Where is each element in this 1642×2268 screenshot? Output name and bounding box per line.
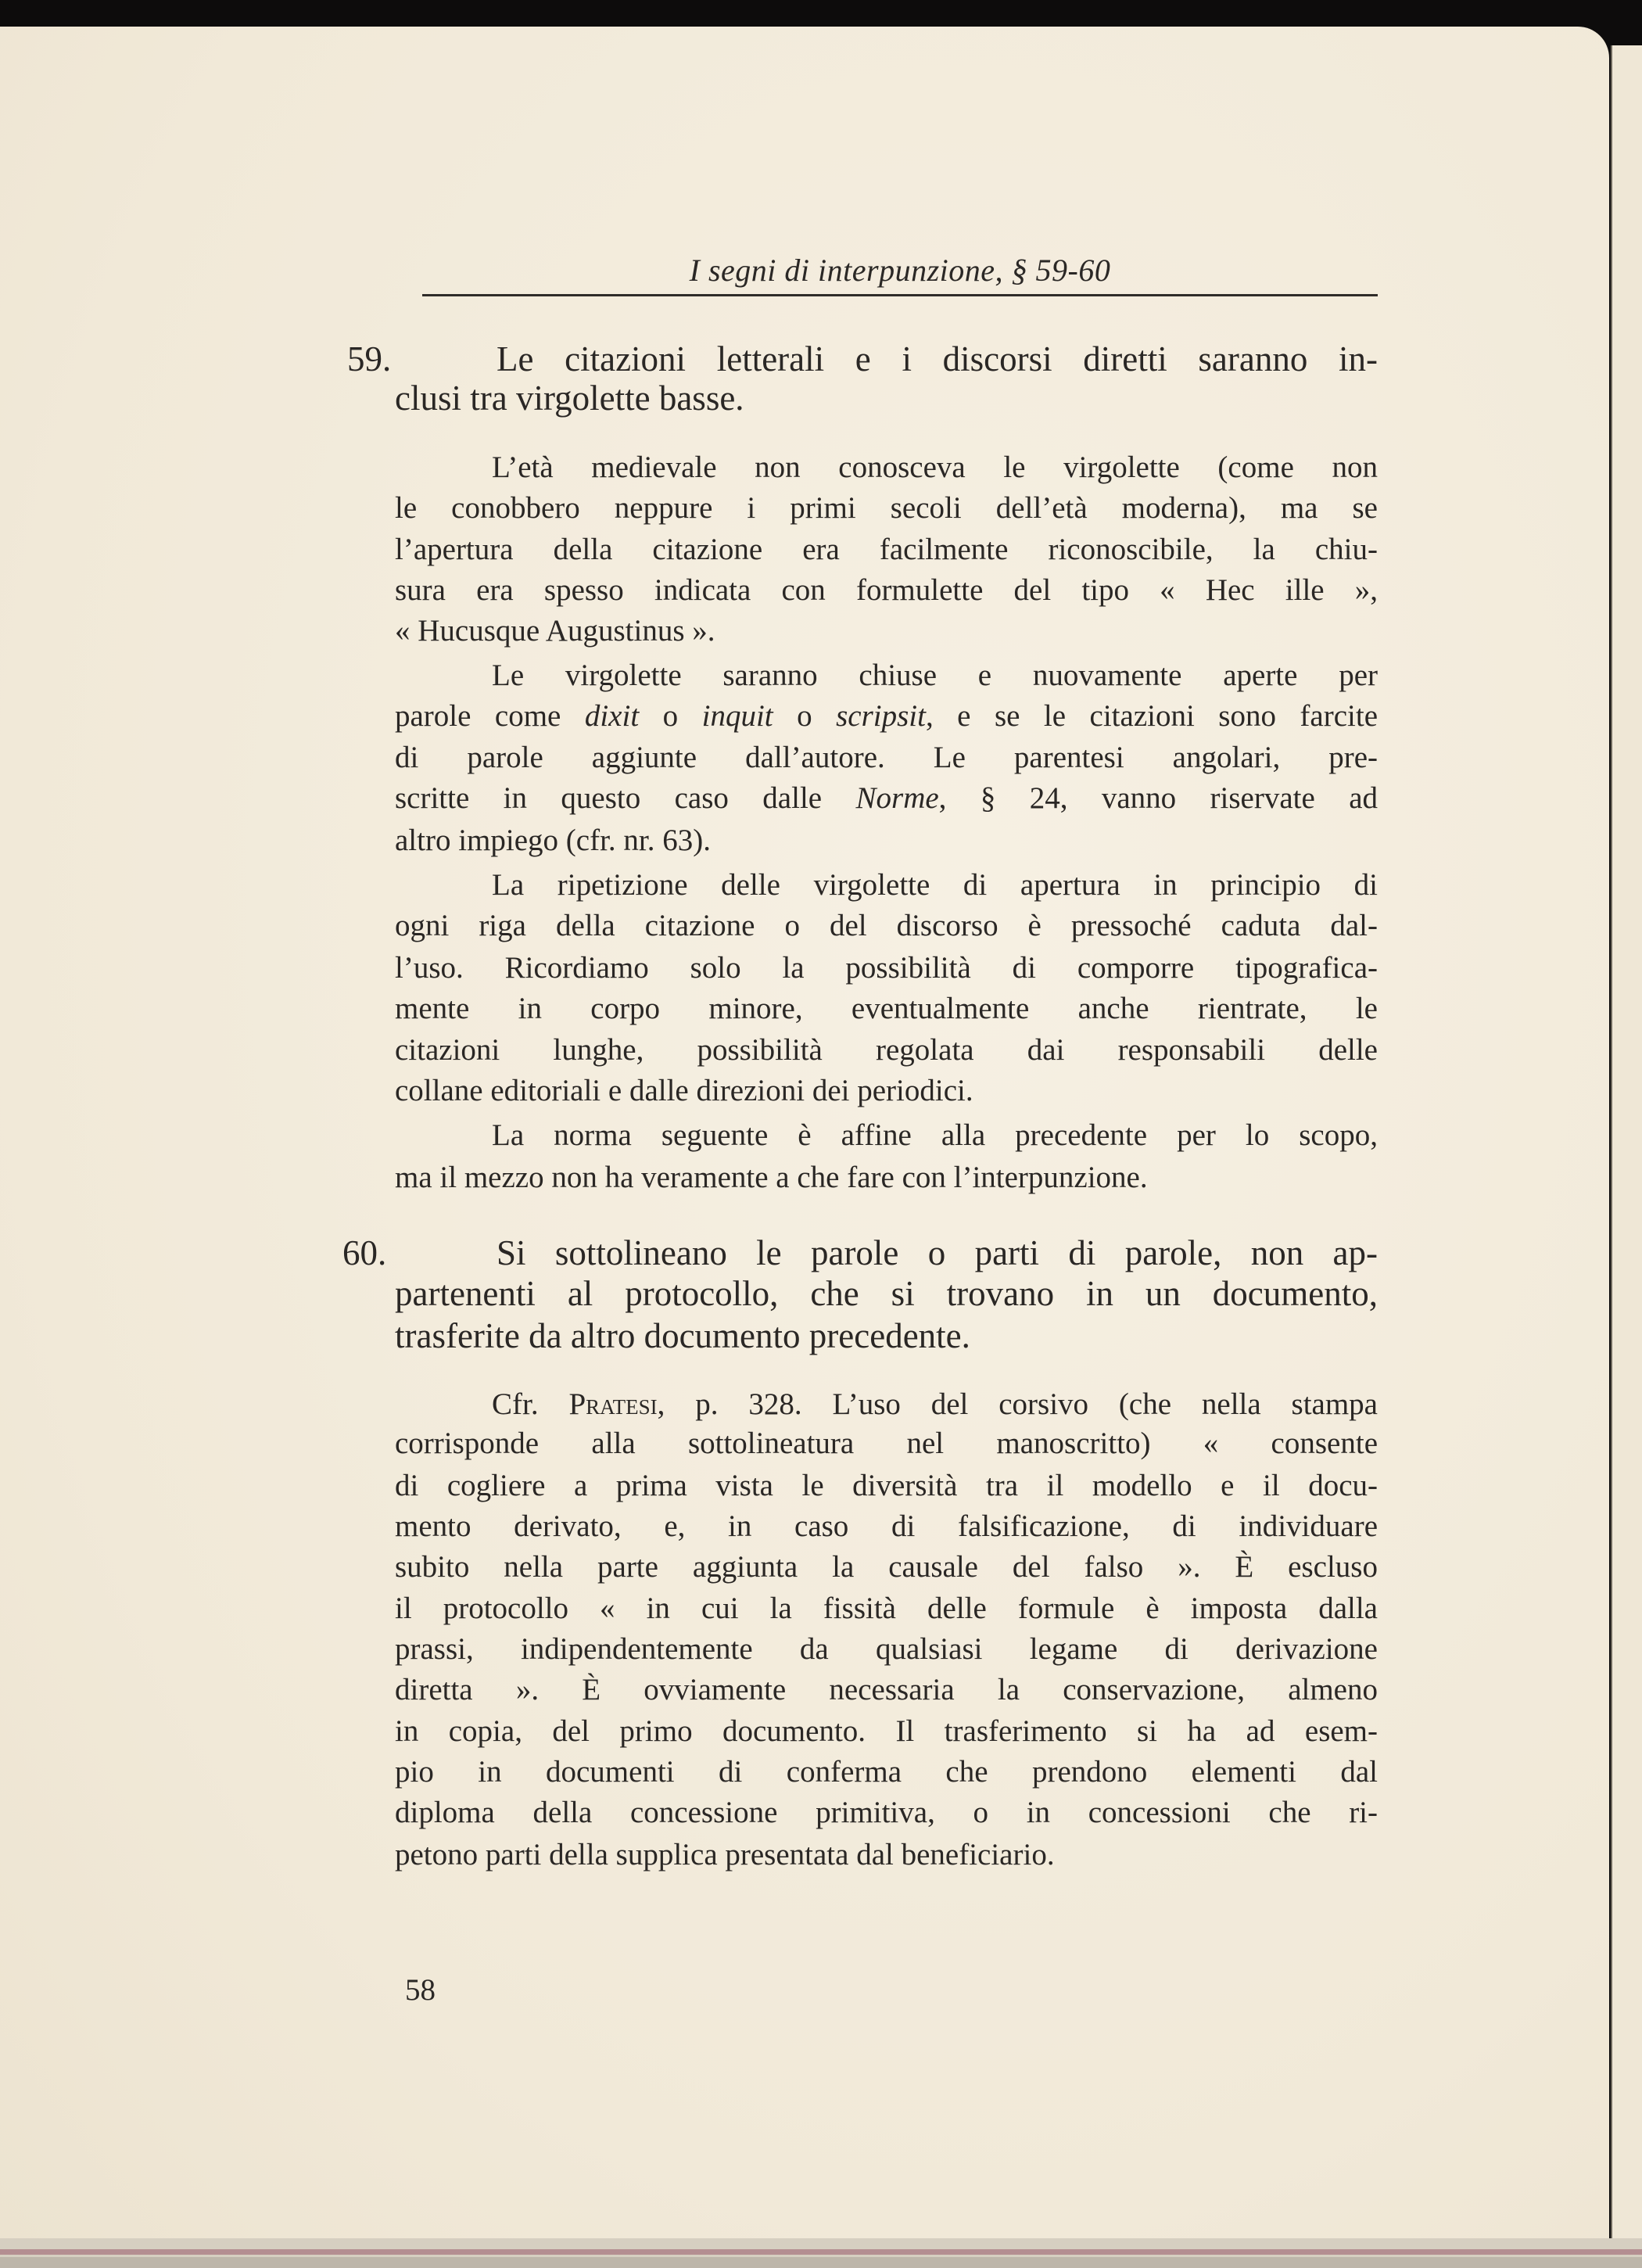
- text-segment: altro impiego (cfr. nr. 63).: [395, 824, 711, 857]
- text-line: [395, 1792, 1378, 1834]
- text-line: [395, 610, 1378, 652]
- text-segment: L’età medievale non conosceva le virgolette (come non: [492, 450, 1378, 484]
- text-line: [492, 655, 1378, 697]
- text-segment: l’uso. Ricordiamo solo la possibilità di comporre tipografica-: [395, 951, 1378, 985]
- running-head: I segni di interpunzione, § 59-60: [689, 253, 1111, 288]
- page-number: 58: [405, 1973, 436, 2007]
- text-line: [395, 377, 1378, 419]
- text-segment: parole come: [395, 699, 585, 733]
- text-segment: collane editoriali e dalle direzioni dei periodici.: [395, 1074, 973, 1107]
- text-segment: mente in corpo minore, eventualmente anche rientrate, le: [395, 992, 1378, 1025]
- italic-text: Norme: [855, 781, 939, 815]
- text-segment: prassi, indipendentemente da qualsiasi legame di derivazione: [395, 1632, 1378, 1666]
- text-line: [497, 1232, 1378, 1274]
- text-line: [395, 1710, 1378, 1753]
- text-segment: La ripetizione delle virgolette di apertura in principio di: [492, 868, 1378, 902]
- text-segment: o: [773, 699, 837, 733]
- text-line: [497, 338, 1378, 380]
- text-segment: trasferite da altro documento precedente.: [395, 1316, 970, 1355]
- text-segment: in copia, del primo documento. Il trasferimento si ha ad esem-: [395, 1714, 1378, 1748]
- text-segment: diploma della concessione primitiva, o in concessioni che ri-: [395, 1796, 1378, 1829]
- text-segment: citazioni lunghe, possibilità regolata dai responsabili delle: [395, 1033, 1378, 1067]
- text-segment: sura era spesso indicata con formulette del tipo « Hec ille »,: [395, 573, 1378, 607]
- text-segment: corrisponde alla sottolineatura nel manoscritto) « consente: [395, 1426, 1378, 1460]
- text-line: [395, 695, 1378, 737]
- text-line: [395, 1834, 1378, 1876]
- text-segment: La norma seguente è affine alla precedente per lo scopo,: [492, 1118, 1378, 1152]
- text-segment: Le virgolette saranno chiuse e nuovamente aperte per: [492, 659, 1378, 692]
- text-segment: scritte in questo caso dalle: [395, 781, 856, 815]
- section-number: 59.: [347, 339, 392, 379]
- text-line: [395, 1315, 1378, 1357]
- text-line: [492, 864, 1378, 906]
- text-line: [395, 1588, 1378, 1630]
- text-segment: pio in documenti di conferma che prendono elementi dal: [395, 1755, 1378, 1789]
- text-line: [492, 1114, 1378, 1157]
- text-segment: , § 24, vanno riservate ad: [938, 781, 1378, 815]
- text-segment: Le citazioni letterali e i discorsi diretti saranno in-: [497, 339, 1378, 379]
- text-segment: petono parti della supplica presentata dal beneficiario.: [395, 1838, 1055, 1871]
- text-line: [395, 1669, 1378, 1711]
- text-line: [395, 1423, 1378, 1465]
- text-line: [395, 1628, 1378, 1670]
- text-line: [395, 1070, 1378, 1112]
- text-line: [395, 1546, 1378, 1588]
- text-line: [395, 1465, 1378, 1507]
- italic-text: inquit: [701, 699, 773, 733]
- text-segment: ogni riga della citazione o del discorso è pressoché caduta dal-: [395, 909, 1378, 942]
- book-bottom-edge: [0, 2238, 1642, 2268]
- text-segment: partenenti al protocollo, che si trovano in un documento,: [395, 1274, 1378, 1313]
- text-line: [492, 1383, 1378, 1426]
- text-line: [395, 905, 1378, 947]
- small-caps-text: Pratesi: [568, 1387, 658, 1421]
- text-line: [492, 447, 1378, 489]
- text-segment: mento derivato, e, in caso di falsificazione, di individuare: [395, 1509, 1378, 1543]
- text-line: [395, 988, 1378, 1030]
- text-segment: , e se le citazioni sono farcite: [925, 699, 1378, 733]
- text-segment: le conobbero neppure i primi secoli dell’età moderna), ma se: [395, 491, 1378, 525]
- text-line: [395, 569, 1378, 612]
- text-line: [395, 820, 1378, 862]
- text-segment: clusi tra virgolette basse.: [395, 379, 744, 418]
- text-segment: ma il mezzo non ha veramente a che fare con l’interpunzione.: [395, 1161, 1148, 1194]
- text-line: [395, 947, 1378, 989]
- section-number: 60.: [342, 1233, 387, 1272]
- text-segment: Si sottolineano le parole o parti di parole, non ap-: [497, 1233, 1378, 1272]
- text-segment: o: [639, 699, 702, 733]
- text-segment: di parole aggiunte dall’autore. Le parentesi angolari, pre-: [395, 741, 1378, 774]
- text-line: [395, 1751, 1378, 1793]
- text-segment: l’apertura della citazione era facilmente riconoscibile, la chiu-: [395, 533, 1378, 566]
- text-line: [395, 487, 1378, 529]
- text-segment: Cfr.: [492, 1387, 569, 1421]
- text-segment: di cogliere a prima vista le diversità tra il modello e il docu-: [395, 1469, 1378, 1502]
- text-line: [395, 777, 1378, 820]
- text-line: [395, 1029, 1378, 1071]
- text-segment: subito nella parte aggiunta la causale del falso ». È escluso: [395, 1550, 1378, 1584]
- italic-text: dixit: [584, 699, 640, 733]
- text-line: [395, 1157, 1378, 1199]
- italic-text: scripsit: [836, 699, 926, 733]
- text-segment: diretta ». È ovviamente necessaria la conservazione, almeno: [395, 1673, 1378, 1706]
- text-segment: il protocollo « in cui la fissità delle formule è imposta dalla: [395, 1592, 1378, 1625]
- text-segment: « Hucusque Augustinus ».: [395, 614, 715, 648]
- text-segment: , p. 328. L’uso del corsivo (che nella stampa: [657, 1387, 1378, 1421]
- text-line: [395, 529, 1378, 571]
- text-line: [395, 1505, 1378, 1548]
- text-line: [395, 1272, 1378, 1315]
- header-rule: [422, 294, 1378, 296]
- next-page-edge: [1611, 45, 1642, 2238]
- text-line: [395, 737, 1378, 779]
